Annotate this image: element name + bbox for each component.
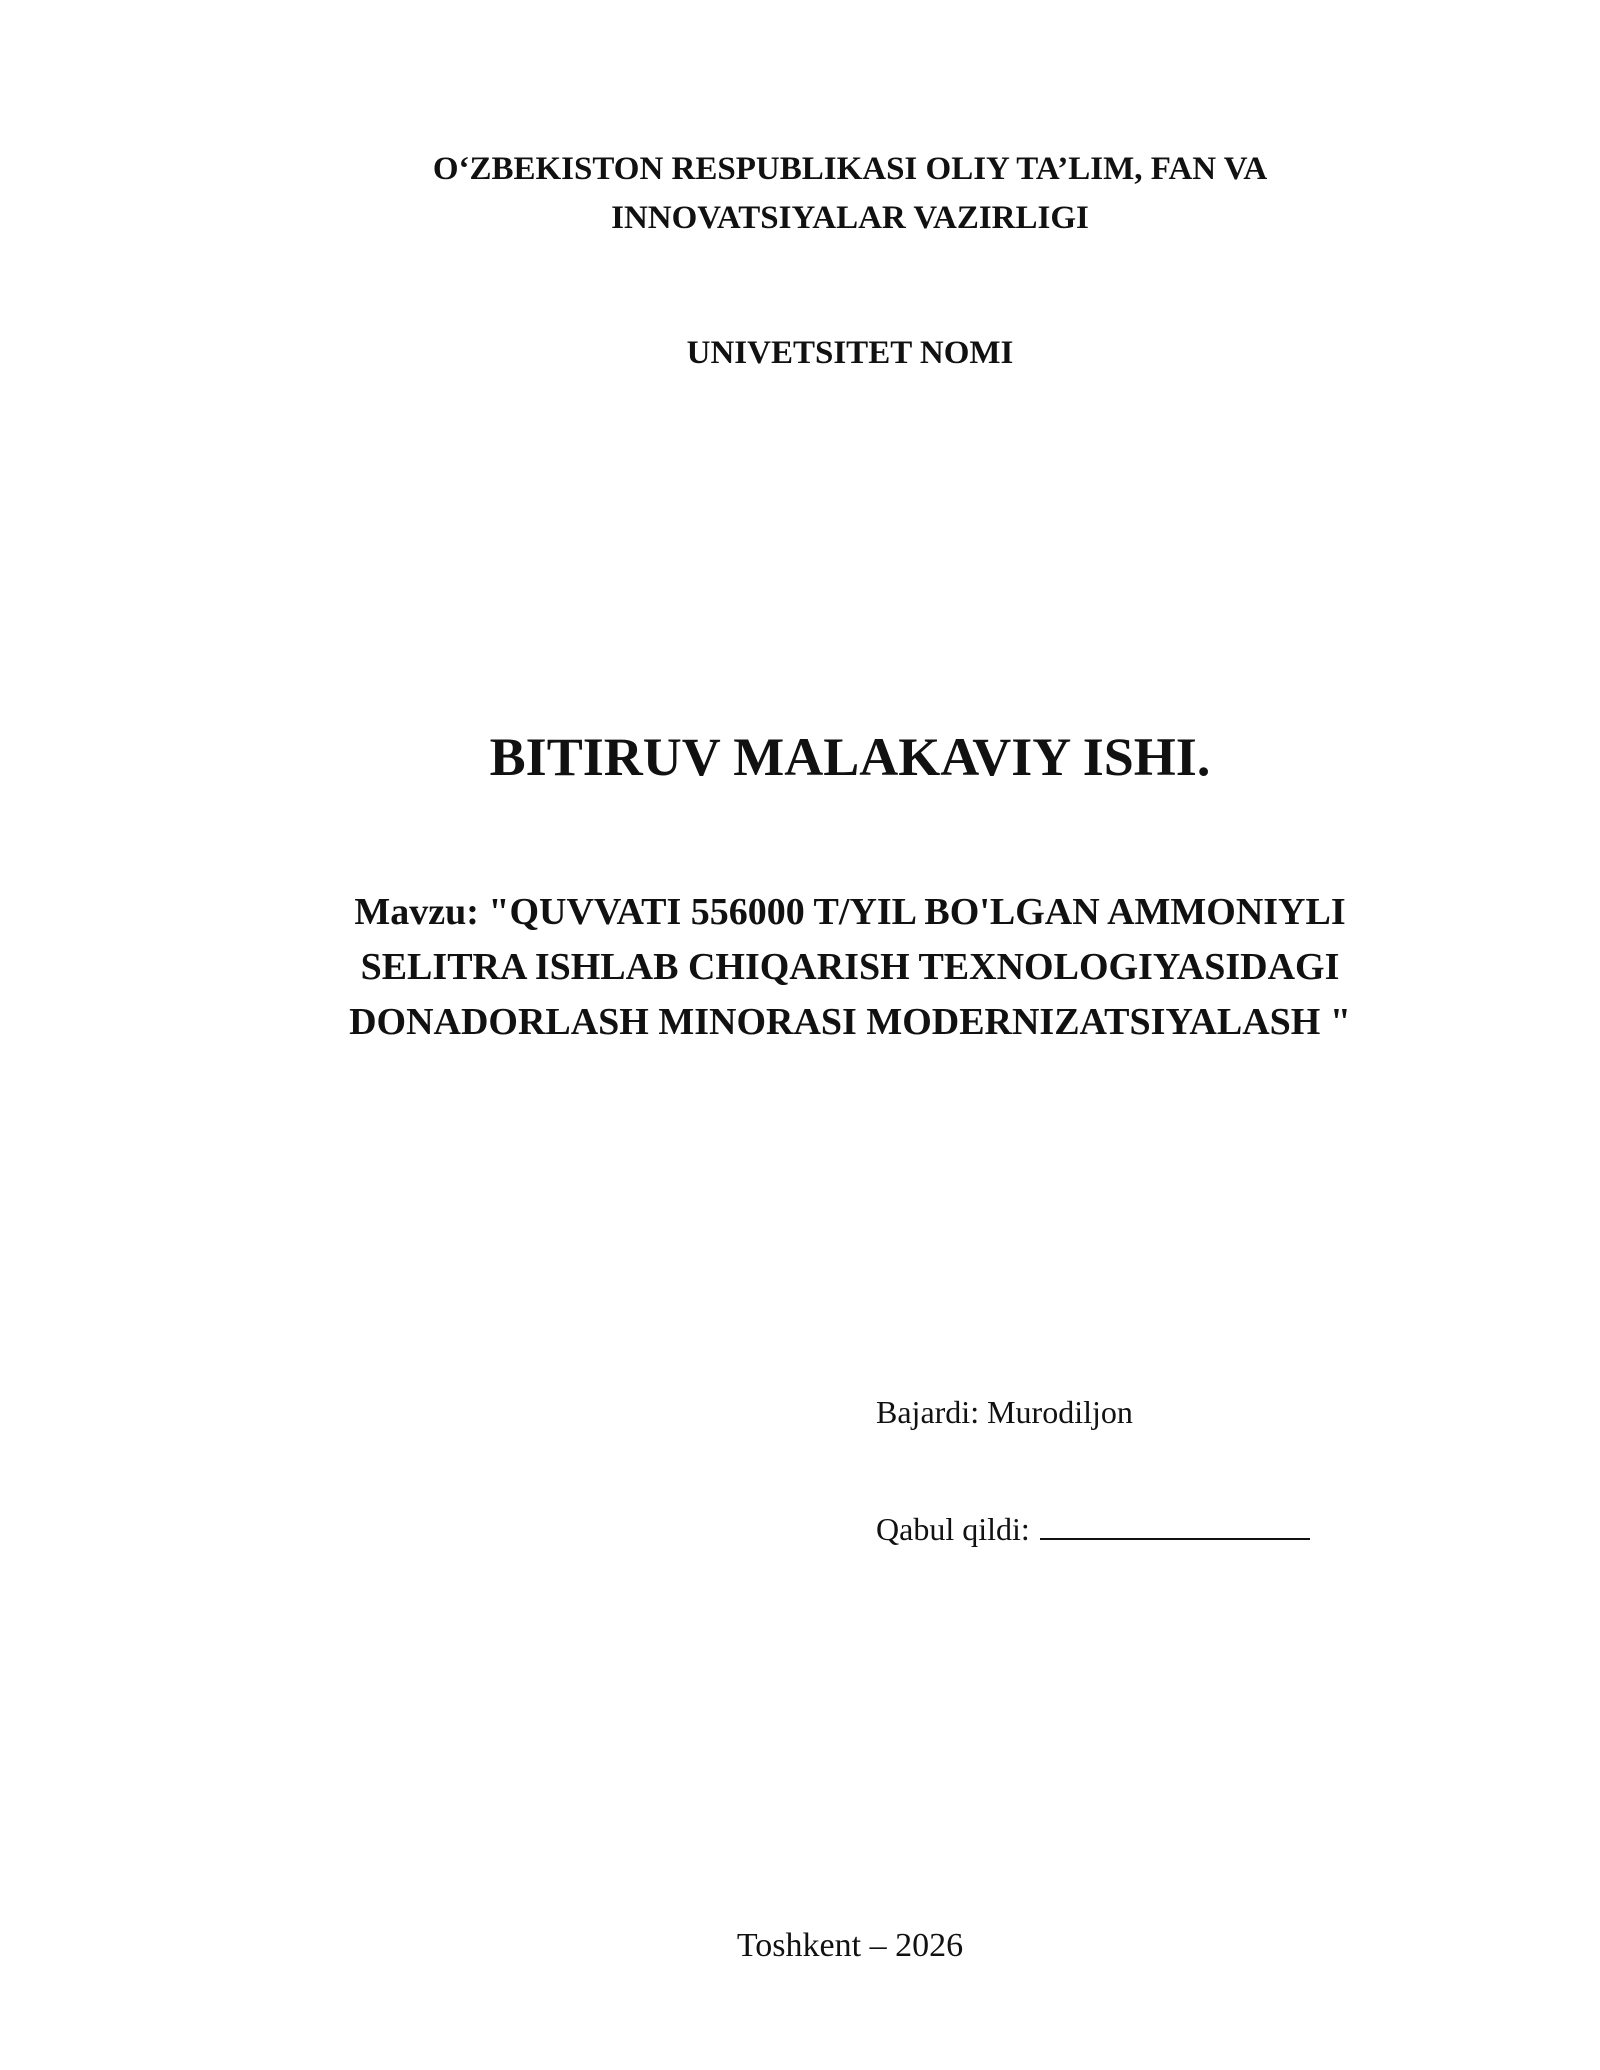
accepted-by-line: [876, 1508, 1310, 1549]
document-title: BITIRUV MALAKAVIY ISHI.: [489, 727, 1211, 787]
ministry-heading: [50, 145, 1600, 243]
ministry-line-2: INNOVATSIYALAR VAZIRLIGI: [611, 200, 1089, 236]
signature-blank-line: [1040, 1508, 1310, 1540]
topic-line-1: Mavzu: "QUVVATI 556000 T/YIL BO'LGAN AMMONIYLI: [354, 891, 1346, 933]
done-by-line: Bajardi: Murodiljon: [876, 1394, 1133, 1430]
topic-line-3: DONADORLASH MINORASI MODERNIZATSIYALASH ": [349, 1001, 1351, 1043]
accepted-by-label: Qabul qildi:: [876, 1511, 1030, 1547]
city-year: Toshkent – 2026: [736, 1927, 964, 1964]
topic-line-2: SELITRA ISHLAB CHIQARISH TEXNOLOGIYASIDAGI: [360, 946, 1340, 988]
university-name: UNIVETSITET NOMI: [686, 335, 1014, 371]
topic-heading: [50, 885, 1600, 1050]
ministry-line-1: O‘ZBEKISTON RESPUBLIKASI OLIY TA’LIM, FAN VA: [432, 151, 1268, 187]
